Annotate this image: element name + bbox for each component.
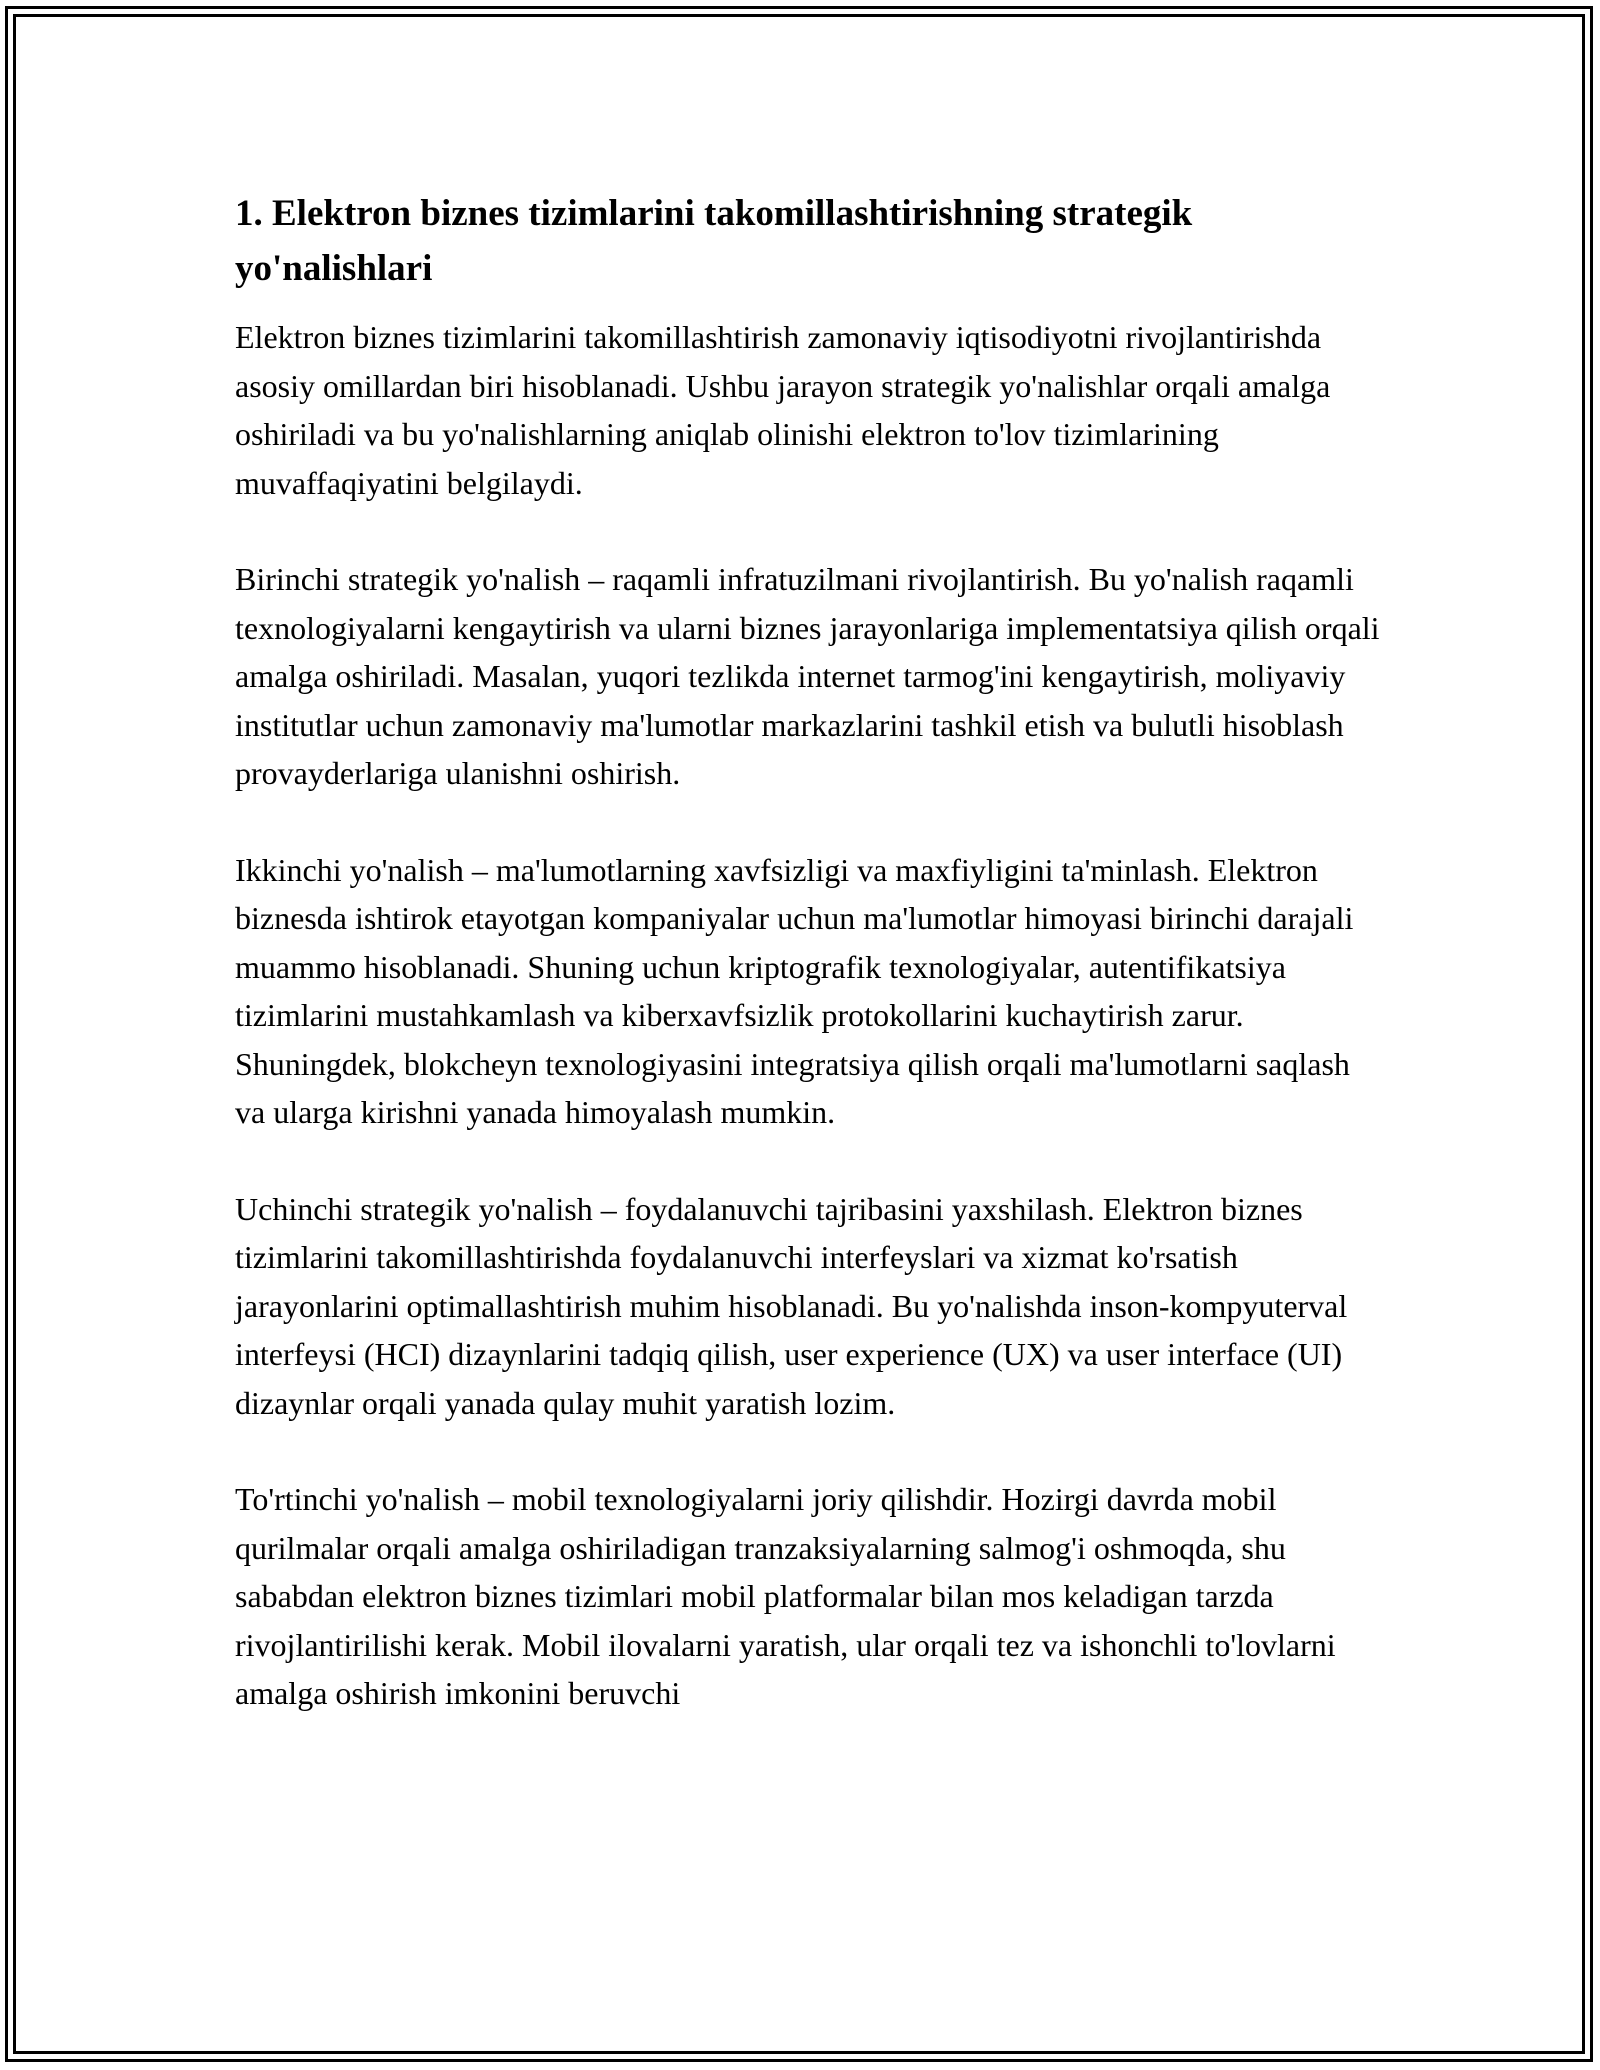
paragraph-second-direction: Ikkinchi yo'nalish – ma'lumotlarning xavfsizligi va maxfiyligini ta'minlash. Elektron biznesda ishtirok etayotgan kompaniyalar uchun ma'lumotlar himoyasi birinchi darajali muammo hisoblanadi. Shuning uchun kriptografik texnologiyalar, autentifikatsiya tizimlarini mustahkamlash va kiberxavfsizlik protokollarini kuchaytirish zarur. Shuningdek, blokcheyn texnologiyasini integratsiya qilish orqali ma'lumotlarni saqlash va ularga kirishni yanada himoyalash mumkin. — [235, 851, 1354, 1130]
paragraph-intro: Elektron biznes tizimlarini takomillashtirish zamonaviy iqtisodiyotni rivojlantirishda asosiy omillardan biri hisoblanadi. Ushbu jarayon strategik yo'nalishlar orqali amalga oshiriladi va bu yo'nalishlarning aniqlab olinishi elektron to'lov tizimlarining muvaffaqiyatini belgilaydi. — [235, 319, 1331, 501]
paragraph-fourth-direction: To'rtinchi yo'nalish – mobil texnologiyalarni joriy qilishdir. Hozirgi davrda mobil qurilmalar orqali amalga oshiriladigan tranzaksiyalarning salmog'i oshmoqda, shu sababdan elektron biznes tizimlari mobil platformalar bilan mos keladigan tarzda rivojlantirilishi kerak. Mobil ilovalarni yaratish, ular orqali tez va ishonchli to'lovlarni amalga oshirish imkonini beruvchi — [235, 1481, 1336, 1711]
paragraph-third-direction: Uchinchi strategik yo'nalish – foydalanuvchi tajribasini yaxshilash. Elektron biznes tizimlarini takomillashtirishda foydalanuvchi interfeyslari va xizmat ko'rsatish jarayonlarini optimallashtirish muhim hisoblanadi. Bu yo'nalishda inson-kompyuterval interfeysi (HCI) dizaynlarini tadqiq qilish, user experience (UX) va user interface (UI) dizaynlar orqali yanada qulay muhit yaratish lozim. — [235, 1190, 1348, 1421]
section-heading: 1. Elektron biznes tizimlarini takomillashtirishning strategik yo'nalishlari — [235, 193, 1193, 289]
document-body — [235, 186, 1380, 1766]
paragraph-first-direction: Birinchi strategik yo'nalish – raqamli infratuzilmani rivojlantirish. Bu yo'nalish raqamli texnologiyalarni kengaytirish va ularni biznes jarayonlariga implementatsiya qilish orqali amalga oshiriladi. Masalan, yuqori tezlikda internet tarmog'ini kengaytirish, moliyaviy institutlar uchun zamonaviy ma'lumotlar markazlarini tashkil etish va bulutli hisoblash provayderlariga ulanishni oshirish. — [235, 561, 1380, 791]
